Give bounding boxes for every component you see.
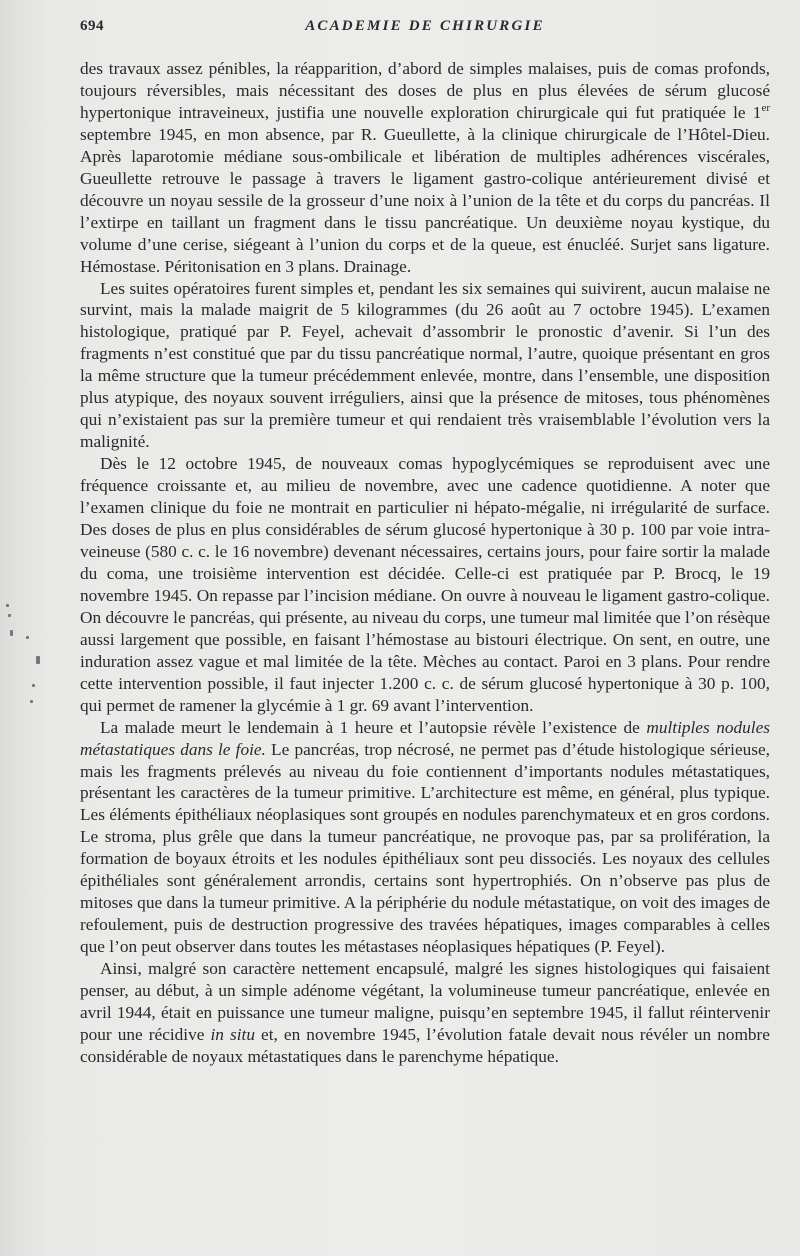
paragraph-4-text-cont: Le pancréas, trop nécrosé, ne permet pas d’étude histologique sérieuse, mais les fragments prélevés au niveau du foie contiennent d’importants nodules métastatiques, présentant les caractères de la tumeur primitive. L’architecture est même, en général, plus typique. Les éléments épithéliaux néoplasiques sont groupés en nodules parenchymateux et en gros cordons. Le stroma, plus grêle que dans la tumeur pancréatique, ne provoque pas, par sa prolifération, la formation de boyaux étroits et les nodules épithéliaux sont peu dissociés. Les noyaux des cellules épithéliales sont généralement arrondis, certains sont hypertrophiés. On n’observe pas plus de mitoses que dans la tumeur primitive. A la périphérie du nodule métastatique, on voit des images de refoulement, puis de destruction progressive des travées hépatiques, images comparables à celles que l’on peut observer dans toutes les métastases néoplasiques hépatiques (P. Feyel). xyxy=(80,739,770,957)
paragraph-5-emphasis: in situ xyxy=(210,1024,255,1044)
running-head: ACADEMIE DE CHIRURGIE xyxy=(305,18,545,34)
paragraph-1-text-cont: septembre 1945, en mon absence, par R. Gueullette, à la clinique chirurgicale de l’Hôtel-Dieu. Après laparotomie médiane sous-ombilicale et libération de multiples adhérences viscérales, Gueullette retrouve le passage à travers le ligament gastro-colique antérieurement divisé et découvre un noyau sessile de la grosseur d’une noix à l’union de la tête et du corps du pancréas. Il l’extirpe en taillant un fragment dans le tissu pancréatique. Un deuxième noyau kystique, du volume d’une cerise, siégeant à l’union du corps et de la queue, est énucléé. Surjet sans ligature. Hémostase. Péritonisation en 3 plans. Drainage. xyxy=(80,124,770,276)
paragraph-5-text-cont: et, en novembre 1945, l’évolution fatale devait nous révéler un nombre considérable de noyaux métastatiques dans le parenchyme hépatique. xyxy=(80,1024,770,1066)
paragraph-5 xyxy=(80,958,770,1068)
paragraph-3: Dès le 12 octobre 1945, de nouveaux comas hypoglycémiques se reproduisent avec une fréquence croissante et, au milieu de novembre, avec une cadence quotidienne. A noter que l’examen clinique du foie ne montrait en particulier ni hépato-mégalie, ni irrégularité de surface. Des doses de plus en plus considérables de sérum glucosé hypertonique à 30 p. 100 par voie intra-veineuse (580 c. c. le 16 novembre) devenant nécessaires, certains jours, pour faire sortir la malade du coma, une troisième intervention est décidée. Celle-ci est pratiquée par P. Brocq, le 19 novembre 1945. On repasse par l’incision médiane. On ouvre à nouveau le ligament gastro-colique. On découvre le pancréas, qui présente, au niveau du corps, une tumeur mal limitée que l’on résèque aussi largement que possible, en faisant l’hémostase au bistouri électrique. On sent, en outre, une induration assez vague et mal limitée de la tête. Mèches au contact. Paroi en 3 plans. Pour rendre cette intervention possible, il faut injecter 1.200 c. c. de sérum glucosé hypertonique à 30 p. 100, qui permet de ramener la glycémie à 1 gr. 69 avant l’intervention. xyxy=(80,454,770,715)
paragraph-4-text: La malade meurt le lendemain à 1 heure et l’autopsie révèle l’existence de xyxy=(100,717,647,737)
paragraph-1 xyxy=(80,58,770,278)
paragraph-1-text: des travaux assez pénibles, la réapparition, d’abord de simples malaises, puis de comas profonds, toujours réversibles, mais nécessitant des doses de plus en plus élevées de sérum glucosé hypertonique intraveineux, justifia une nouvelle exploration chirurgicale qui fut pratiquée le 1 xyxy=(80,59,770,122)
page-header xyxy=(80,18,770,42)
superscript-er: er xyxy=(761,102,770,115)
paragraph-4 xyxy=(80,717,770,958)
margin-specks xyxy=(2,600,42,710)
paragraph-5-text: Ainsi, malgré son caractère nettement encapsulé, malgré les signes histologiques qui faisaient penser, au début, à un simple adénome végétant, la volumineuse tumeur pancréatique, enlevée en avril 1944, était en puissance une tumeur maligne, puisqu’en septembre 1945, il fallut réintervenir pour une récidive xyxy=(80,959,770,1044)
body-text xyxy=(80,58,770,1068)
page-number: 694 xyxy=(80,18,104,34)
paragraph-2: Les suites opératoires furent simples et, pendant les six semaines qui suivirent, aucun malaise ne survint, mais la malade maigrit de 5 kilogrammes (du 26 août au 7 octobre 1945). L’examen histologique, pratiqué par P. Feyel, achevait d’assombrir le pronostic d’avenir. Si l’un des fragments n’est constitué que par du tissu pancréatique normal, l’autre, quoique présentant en gros la même structure que la tumeur précédemment enlevée, montre, dans l’ensemble, une disposition plus atypique, des noyaux souvent irréguliers, ainsi que la présence de mitoses, tous phénomènes qui n’existaient pas sur la première tumeur et qui rendaient très vraisemblable l’évolution vers la malignité. xyxy=(80,278,770,452)
paragraph-4-emphasis: multiples nodules métastatiques dans le foie. xyxy=(80,717,770,759)
